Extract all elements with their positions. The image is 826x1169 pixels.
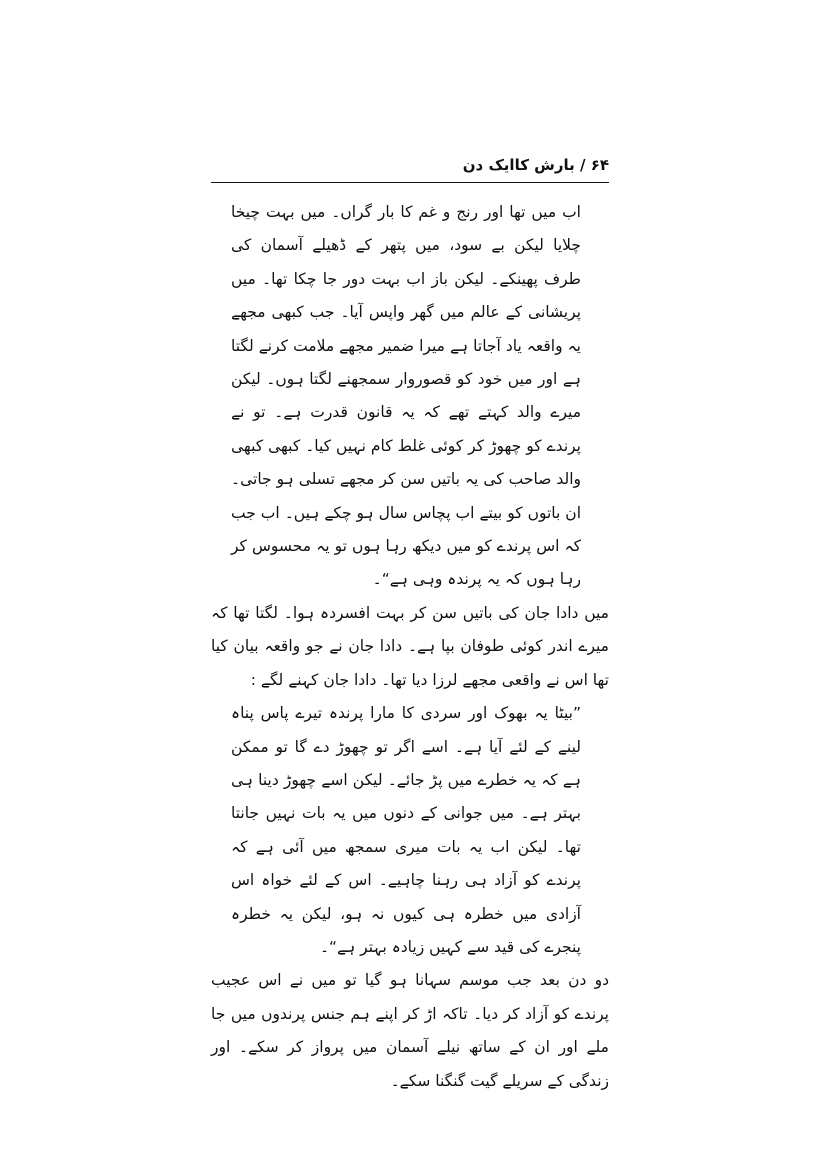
paragraph-narrator-reaction: میں دادا جان کی باتیں سن کر بہت افسردہ ہوا۔ لگتا تھا کہ میرے اندر کوئی طوفان بپا ہے۔ دادا جان نے جو واقعہ بیان کیا تھا اس نے واقعی مجھے لرزا دیا تھا۔ دادا جان کہنے لگے : bbox=[211, 603, 609, 689]
page-body bbox=[211, 196, 609, 1098]
paragraph-bird-released: دو دن بعد جب موسم سہانا ہو گیا تو میں نے اس عجیب پرندے کو آزاد کر دیا۔ تاکہ اڑ کر اپنے ہم جنس پرندوں میں جا ملے اور ان کے ساتھ نیلے آسمان میں پرواز کر سکے۔ اور زندگی کے سریلے گیت گنگنا سکے۔ bbox=[211, 971, 609, 1090]
paragraph-story-recollection: اب میں تھا اور رنج و غم کا بار گراں۔ میں بہت چیخا چلایا لیکن بے سود، میں پتھر کے ڈھیلے آسمان کی طرف پھینکے۔ لیکن باز اب بہت دور جا چکا تھا۔ میں پریشانی کے عالم میں گھر واپس آیا۔ جب کبھی مجھے یہ واقعہ یاد آجاتا ہے میرا ضمیر مجھے ملامت کرنے لگتا ہے اور میں خود کو قصوروار سمجھنے لگتا ہوں۔ لیکن میرے والد کہتے تھے کہ یہ قانون قدرت ہے۔ تو نے پرندے کو چھوڑ کر کوئی غلط کام نہیں کیا۔ کبھی کبھی والد صاحب کی یہ باتیں سن کر مجھے تسلی ہو جاتی۔ ان باتوں کو بیتے اب پچاس سال ہو چکے ہیں۔ اب جب کہ اس پرندے کو میں دیکھ رہا ہوں تو یہ محسوس کر رہا ہوں کہ یہ پرندہ وہی ہے“۔ bbox=[231, 203, 581, 589]
running-header: ۶۴ / بارش کاایک دن bbox=[462, 156, 609, 174]
paragraph-grandfather-advice: ”بیٹا یہ بھوک اور سردی کا مارا پرندہ تیرے پاس پناہ لینے کے لئے آیا ہے۔ اسے اگر تو چھوڑ دے گا تو ممکن ہے کہ یہ خطرے میں پڑ جائے۔ لیکن اسے چھوڑ دینا ہی بہتر ہے۔ میں جوانی کے دنوں میں یہ بات نہیں جانتا تھا۔ لیکن اب یہ بات میری سمجھ میں آئی ہے کہ پرندے کو آزاد ہی رہنا چاہیے۔ اس کے لئے خواہ اس آزادی میں خطرہ ہی کیوں نہ ہو، لیکن یہ خطرہ پنجرے کی قید سے کہیں زیادہ بہتر ہے“۔ bbox=[231, 704, 581, 956]
header-divider bbox=[211, 182, 609, 183]
